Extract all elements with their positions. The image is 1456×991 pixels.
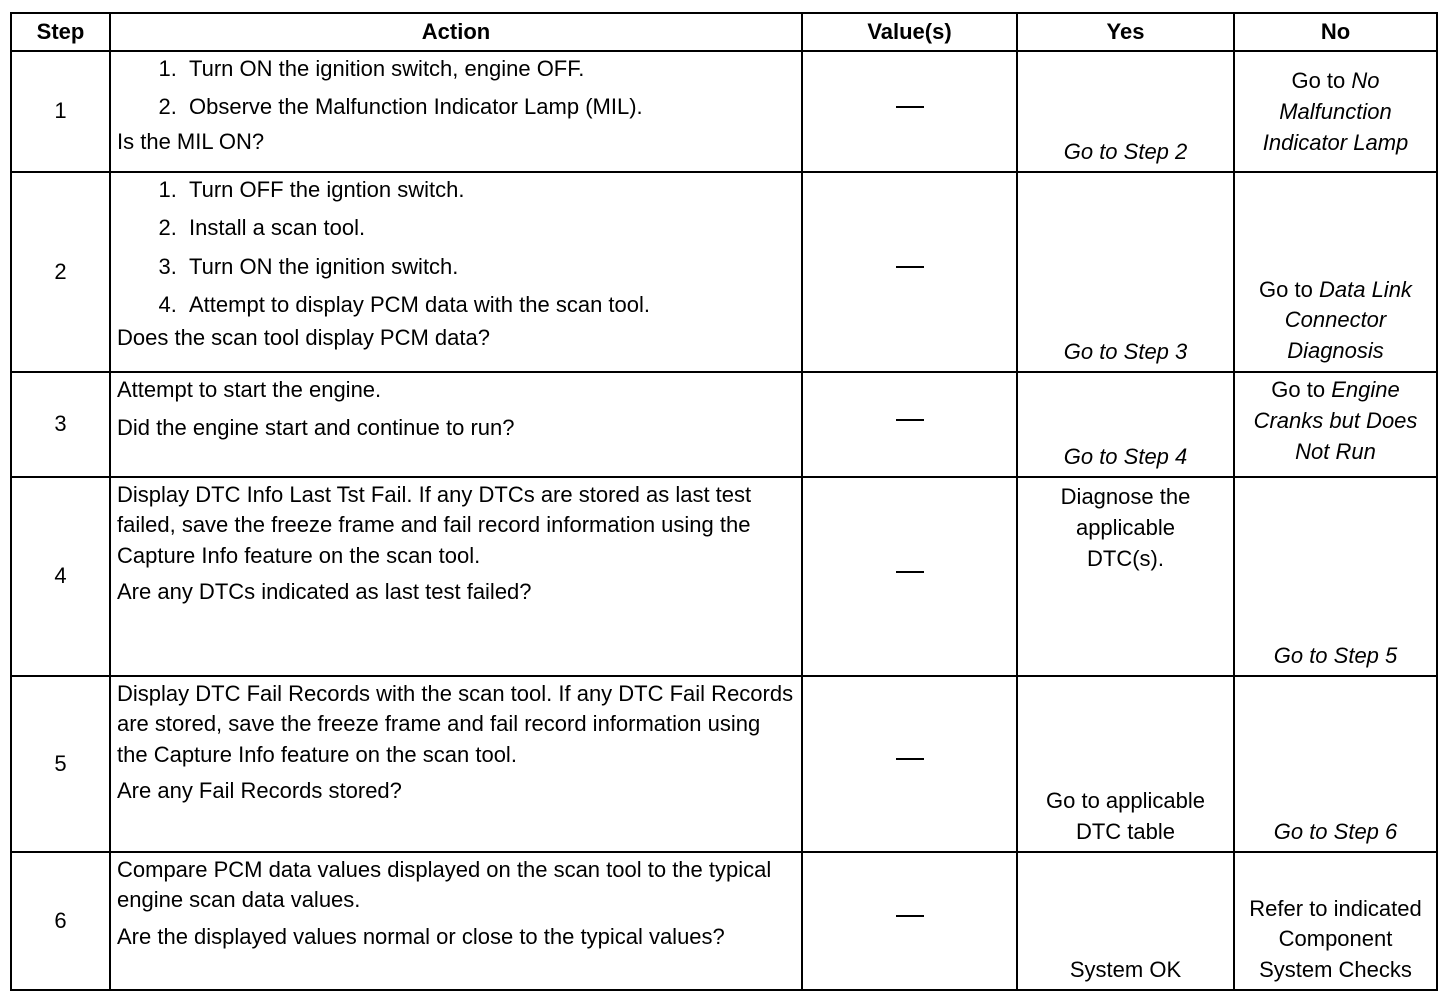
- value-cell: [802, 172, 1017, 372]
- no-prefix: Go to: [1271, 377, 1326, 403]
- action-question: Are the displayed values normal or close to the typical values?: [117, 923, 725, 949]
- action-step: 1. Turn ON the ignition switch, engine OFF.: [183, 54, 795, 84]
- header-no: No: [1234, 13, 1437, 51]
- yes-text: Diagnose the applicable DTC(s).: [1060, 484, 1191, 571]
- dash-mark: [896, 758, 924, 760]
- action-instruction: Attempt to start the engine.: [117, 377, 382, 403]
- table-row: [11, 172, 1437, 372]
- action-step: 4. Attempt to display PCM data with the scan tool.: [183, 290, 795, 320]
- action-step: 1. Turn OFF the igntion switch.: [183, 175, 795, 205]
- value-cell: [802, 676, 1017, 852]
- no-prefix: Go to: [1259, 276, 1313, 302]
- no-prefix: Go to: [1291, 68, 1346, 93]
- yes-cell: [1017, 676, 1234, 852]
- step-number: 3: [11, 372, 110, 477]
- action-cell: [110, 676, 802, 852]
- no-link[interactable]: Data Link Connector Diagnosis: [1284, 276, 1412, 364]
- value-cell: [802, 477, 1017, 676]
- no-link[interactable]: Engine Cranks but Does Not Run: [1253, 377, 1418, 464]
- no-link[interactable]: Go to Step 6: [1273, 818, 1398, 844]
- action-question: Does the scan tool display PCM data?: [117, 324, 490, 350]
- no-link[interactable]: No Malfunction Indicator Lamp: [1262, 68, 1409, 155]
- yes-link[interactable]: Go to Step 4: [1063, 443, 1188, 469]
- header-row: [11, 13, 1437, 51]
- yes-link[interactable]: Go to Step 2: [1063, 138, 1188, 164]
- value-cell: [802, 51, 1017, 172]
- no-cell: [1234, 852, 1437, 990]
- action-instruction: Compare PCM data values displayed on the scan tool to the typical engine scan data values.: [117, 857, 772, 913]
- yes-text: Go to applicable DTC table: [1046, 788, 1205, 844]
- action-cell: [110, 172, 802, 372]
- action-question: Is the MIL ON?: [117, 128, 265, 154]
- action-question: Are any Fail Records stored?: [117, 778, 402, 804]
- yes-link[interactable]: Go to Step 3: [1063, 338, 1188, 364]
- step-number: 4: [11, 477, 110, 676]
- value-cell: [802, 372, 1017, 477]
- step-number: 5: [11, 676, 110, 852]
- dash-mark: [896, 266, 924, 268]
- action-cell: [110, 372, 802, 477]
- dash-mark: [896, 915, 924, 917]
- no-cell: [1234, 172, 1437, 372]
- action-step: 3. Turn ON the ignition switch.: [183, 252, 795, 282]
- value-cell: [802, 852, 1017, 990]
- diagnostic-table: [10, 12, 1438, 991]
- step-number: 6: [11, 852, 110, 990]
- no-link[interactable]: Go to Step 5: [1273, 642, 1398, 668]
- action-question: Are any DTCs indicated as last test failed?: [117, 579, 532, 605]
- header-values: Value(s): [802, 13, 1017, 51]
- action-cell: [110, 51, 802, 172]
- dash-mark: [896, 419, 924, 421]
- dash-mark: [896, 571, 924, 573]
- table-row: [11, 372, 1437, 477]
- action-step: 2. Install a scan tool.: [183, 213, 795, 243]
- action-step: 2. Observe the Malfunction Indicator Lamp (MIL).: [183, 92, 795, 122]
- action-steps: [117, 54, 795, 123]
- yes-cell: [1017, 172, 1234, 372]
- table-row: [11, 676, 1437, 852]
- yes-cell: [1017, 372, 1234, 477]
- table-row: [11, 477, 1437, 676]
- header-action: Action: [110, 13, 802, 51]
- no-cell: [1234, 676, 1437, 852]
- step-number: 1: [11, 51, 110, 172]
- action-steps: [117, 175, 795, 320]
- yes-text: System OK: [1069, 956, 1182, 982]
- table-row: [11, 852, 1437, 990]
- yes-cell: [1017, 852, 1234, 990]
- action-instruction: Display DTC Info Last Tst Fail. If any DTCs are stored as last test failed, save the freeze frame and fail record information using the Capture Info feature on the scan tool.: [117, 482, 752, 568]
- action-question: Did the engine start and continue to run?: [117, 415, 515, 441]
- action-instruction: Display DTC Fail Records with the scan tool. If any DTC Fail Records are stored, save the freeze frame and fail record information using the Capture Info feature on the scan tool.: [117, 681, 794, 767]
- header-yes: Yes: [1017, 13, 1234, 51]
- step-number: 2: [11, 172, 110, 372]
- dash-mark: [896, 106, 924, 108]
- yes-cell: [1017, 51, 1234, 172]
- no-text: Refer to indicated Component System Checks: [1249, 896, 1422, 982]
- header-step: Step: [11, 13, 110, 51]
- yes-cell: [1017, 477, 1234, 676]
- table-row: [11, 51, 1437, 172]
- action-cell: [110, 477, 802, 676]
- action-cell: [110, 852, 802, 990]
- no-cell: [1234, 372, 1437, 477]
- no-cell: [1234, 51, 1437, 172]
- no-cell: [1234, 477, 1437, 676]
